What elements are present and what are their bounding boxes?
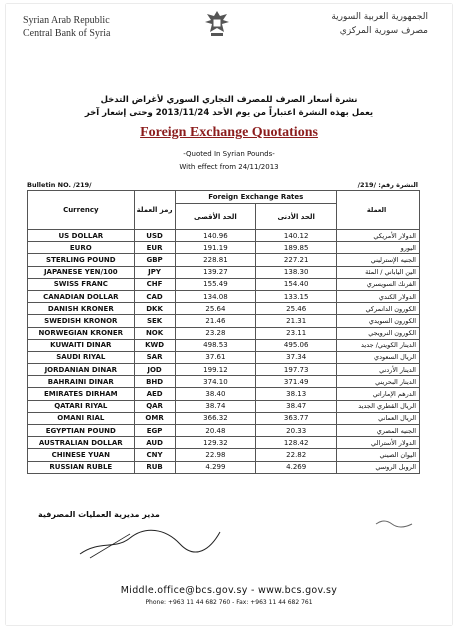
currency-name-ar: الدينار الأردني <box>337 364 420 376</box>
rate-max: 140.96 <box>175 230 256 242</box>
currency-name: DANISH KRONER <box>28 303 135 315</box>
rate-min: 138.30 <box>256 266 337 278</box>
currency-code: CAD <box>134 290 175 302</box>
rate-min: 227.21 <box>256 254 337 266</box>
table-row <box>28 425 420 437</box>
currency-code: GBP <box>134 254 175 266</box>
rate-min: 37.34 <box>256 351 337 363</box>
rate-max: 38.74 <box>175 400 256 412</box>
effective-date: With effect from 24/11/2013 <box>179 163 279 171</box>
rate-min: 23.11 <box>256 327 337 339</box>
rate-max: 199.12 <box>175 364 256 376</box>
currency-name: US DOLLAR <box>28 230 135 242</box>
currency-name: JORDANIAN DINAR <box>28 364 135 376</box>
rate-max: 38.40 <box>175 388 256 400</box>
currency-name: EMIRATES DIRHAM <box>28 388 135 400</box>
table-row <box>28 230 420 242</box>
rate-min: 38.13 <box>256 388 337 400</box>
signatory-title-ar: مدير مديرية العمليات المصرفية <box>38 510 160 519</box>
syria-eagle-emblem-icon <box>203 8 231 38</box>
currency-code: BHD <box>134 376 175 388</box>
rate-max: 21.46 <box>175 315 256 327</box>
table-row <box>28 351 420 363</box>
table-row <box>28 315 420 327</box>
currency-code: RUB <box>134 461 175 473</box>
currency-code: SEK <box>134 315 175 327</box>
country-name: Syrian Arab Republic <box>23 15 110 26</box>
currency-name-ar: الدرهم الإماراتي <box>337 388 420 400</box>
currency-name: BAHRAINI DINAR <box>28 376 135 388</box>
rate-max: 23.28 <box>175 327 256 339</box>
col-rates: Foreign Exchange Rates <box>175 191 337 204</box>
table-row <box>28 376 420 388</box>
rate-max: 22.98 <box>175 449 256 461</box>
currency-code: USD <box>134 230 175 242</box>
table-row <box>28 327 420 339</box>
currency-name: SWEDISH KRONOR <box>28 315 135 327</box>
rate-max: 4.299 <box>175 461 256 473</box>
subtitle: -Quoted In Syrian Pounds- <box>183 150 275 158</box>
currency-name: JAPANESE YEN/100 <box>28 266 135 278</box>
rate-max: 20.48 <box>175 425 256 437</box>
currency-name-ar: الدينار الكويتي/ جديد <box>337 339 420 351</box>
bank-name-ar: مصرف سورية المركزي <box>339 26 428 36</box>
col-currency: Currency <box>28 191 135 230</box>
rate-max: 498.53 <box>175 339 256 351</box>
currency-name-ar: الجنيه الإسترليني <box>337 254 420 266</box>
table-row <box>28 290 420 302</box>
col-symbol-ar: رمز العملة <box>134 191 175 230</box>
currency-name-ar: الريال القطري الجديد <box>337 400 420 412</box>
table-row <box>28 388 420 400</box>
col-min-ar: الحد الأدنى <box>256 204 337 230</box>
currency-name: SAUDI RIYAL <box>28 351 135 363</box>
contact-phone: Phone: +963 11 44 682 760 - Fax: +963 11 44 682 761 <box>145 599 313 606</box>
currency-name-ar: الروبل الروسي <box>337 461 420 473</box>
currency-code: SAR <box>134 351 175 363</box>
bulletin-number: Bulletin NO. /219/ <box>27 181 92 189</box>
table-row <box>28 437 420 449</box>
rate-min: 495.06 <box>256 339 337 351</box>
page-title: Foreign Exchange Quotations <box>140 125 318 140</box>
table-row <box>28 400 420 412</box>
signature <box>70 520 230 562</box>
currency-name: EGYPTIAN POUND <box>28 425 135 437</box>
table-row <box>28 461 420 473</box>
rate-min: 197.73 <box>256 364 337 376</box>
rate-max: 155.49 <box>175 278 256 290</box>
rate-min: 128.42 <box>256 437 337 449</box>
currency-name-ar: اليورو <box>337 242 420 254</box>
currency-name-ar: الريال العماني <box>337 412 420 424</box>
currency-name: STERLING POUND <box>28 254 135 266</box>
table-row <box>28 278 420 290</box>
table-row <box>28 364 420 376</box>
table-row <box>28 449 420 461</box>
currency-code: KWD <box>134 339 175 351</box>
bank-name: Central Bank of Syria <box>23 28 111 39</box>
currency-name-ar: الكورون النرويجي <box>337 327 420 339</box>
bulletin-title-ar: نشرة أسعار الصرف للمصرف التجاري السوري لأغراض التدخل <box>100 95 358 105</box>
header-english <box>23 14 110 40</box>
currency-name: QATARI RIYAL <box>28 400 135 412</box>
table-row <box>28 242 420 254</box>
currency-name: CANADIAN DOLLAR <box>28 290 135 302</box>
rate-min: 371.49 <box>256 376 337 388</box>
rate-max: 139.27 <box>175 266 256 278</box>
currency-code: OMR <box>134 412 175 424</box>
col-max-ar: الحد الأقصى <box>175 204 256 230</box>
rate-max: 374.10 <box>175 376 256 388</box>
rate-min: 363.77 <box>256 412 337 424</box>
currency-name-ar: الين الياباني / المئة <box>337 266 420 278</box>
currency-code: DKK <box>134 303 175 315</box>
currency-code: JOD <box>134 364 175 376</box>
currency-code: QAR <box>134 400 175 412</box>
rate-min: 189.85 <box>256 242 337 254</box>
rate-min: 4.269 <box>256 461 337 473</box>
currency-code: AUD <box>134 437 175 449</box>
rate-min: 133.15 <box>256 290 337 302</box>
bulletin-number-ar: النشرة رقم: /219/ <box>357 181 418 189</box>
currency-name: AUSTRALIAN DOLLAR <box>28 437 135 449</box>
currency-name: CHINESE YUAN <box>28 449 135 461</box>
currency-code: CNY <box>134 449 175 461</box>
currency-name: OMANI RIAL <box>28 412 135 424</box>
exchange-rate-table <box>27 190 420 474</box>
table-row <box>28 303 420 315</box>
currency-code: EGP <box>134 425 175 437</box>
currency-name-ar: الدولار الأمريكي <box>337 230 420 242</box>
currency-name-ar: الدينار البحريني <box>337 376 420 388</box>
currency-name-ar: الدولار الكندي <box>337 290 420 302</box>
currency-name: SWISS FRANC <box>28 278 135 290</box>
table-row <box>28 412 420 424</box>
contact-email-web: Middle.office@bcs.gov.sy - www.bcs.gov.sy <box>120 585 338 596</box>
country-name-ar: الجمهورية العربية السورية <box>331 12 428 22</box>
table-row <box>28 254 420 266</box>
rate-max: 366.32 <box>175 412 256 424</box>
currency-name-ar: اليوان الصيني <box>337 449 420 461</box>
currency-name: NORWEGIAN KRONER <box>28 327 135 339</box>
currency-name-ar: الكورون الدانمركي <box>337 303 420 315</box>
rate-min: 154.40 <box>256 278 337 290</box>
table-row <box>28 266 420 278</box>
rate-min: 38.47 <box>256 400 337 412</box>
currency-name-ar: الفرنك السويسري <box>337 278 420 290</box>
currency-name-ar: الجنيه المصري <box>337 425 420 437</box>
currency-name-ar: الدولار الأسترالي <box>337 437 420 449</box>
col-currency-ar: العملة <box>337 191 420 230</box>
currency-code: CHF <box>134 278 175 290</box>
currency-code: EUR <box>134 242 175 254</box>
rate-max: 134.08 <box>175 290 256 302</box>
rate-min: 21.31 <box>256 315 337 327</box>
currency-name-ar: الكورون السويدي <box>337 315 420 327</box>
rate-max: 25.64 <box>175 303 256 315</box>
rate-max: 37.61 <box>175 351 256 363</box>
currency-code: AED <box>134 388 175 400</box>
table-row <box>28 339 420 351</box>
rate-max: 191.19 <box>175 242 256 254</box>
rate-min: 20.33 <box>256 425 337 437</box>
rate-max: 129.32 <box>175 437 256 449</box>
currency-name: RUSSIAN RUBLE <box>28 461 135 473</box>
rate-min: 25.46 <box>256 303 337 315</box>
currency-name: EURO <box>28 242 135 254</box>
rate-min: 22.82 <box>256 449 337 461</box>
currency-code: NOK <box>134 327 175 339</box>
header-arabic <box>331 10 428 38</box>
stamp-mark <box>374 517 414 533</box>
currency-code: JPY <box>134 266 175 278</box>
rate-max: 228.81 <box>175 254 256 266</box>
table-body <box>28 230 420 474</box>
rate-min: 140.12 <box>256 230 337 242</box>
bulletin-effective-ar: يعمل بهذه النشرة اعتباراً من يوم الأحد 2013/11/24 وحتى إشعار آخر <box>84 108 374 118</box>
currency-name: KUWAITI DINAR <box>28 339 135 351</box>
currency-name-ar: الريال السعودي <box>337 351 420 363</box>
